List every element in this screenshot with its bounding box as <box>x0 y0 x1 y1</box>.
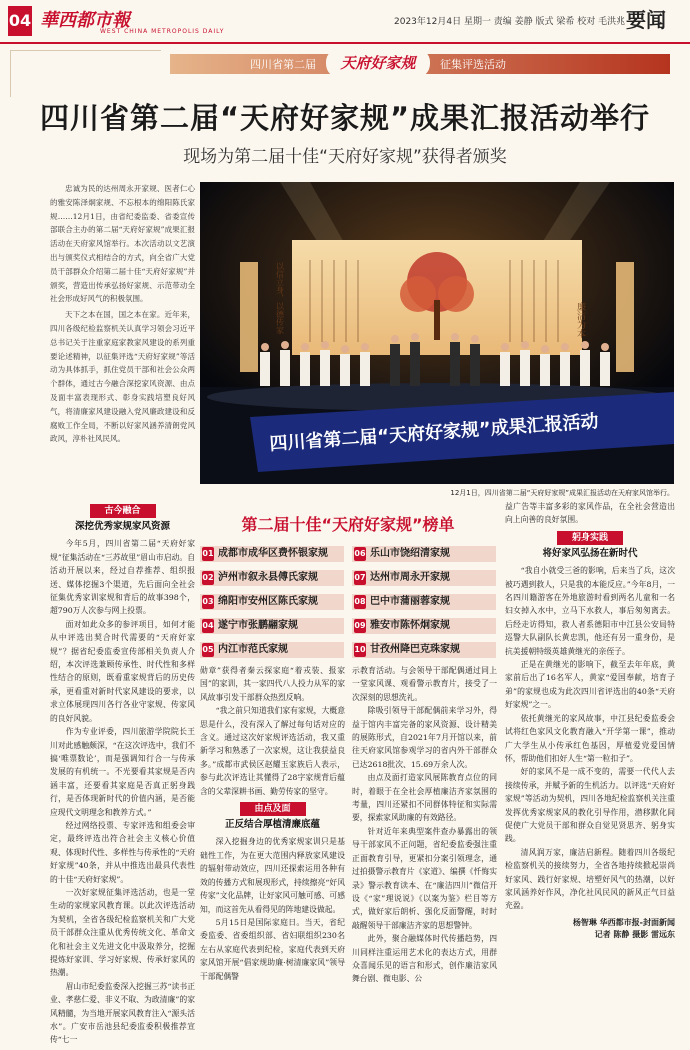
header-rule <box>0 42 690 44</box>
ranking-list <box>200 546 496 658</box>
section-subhead: 正反结合厚植清廉底蕴 <box>224 819 320 831</box>
section-label: 要闻 <box>626 8 666 32</box>
paragraph: 眉山市纪委监委深入挖掘三苏“读书正业、孝慈仁爱、非义不取、为政清廉”的家风精髓，为当地开展家风教育注入“源头活水”。广安市岳池县纪委监委积极推荐宣传“七一 <box>50 981 195 1045</box>
ranking-number: 04 <box>202 619 214 633</box>
section-tag: 由点及面 <box>240 802 306 816</box>
paragraph: 勋章”获得者秦云探家庭“着戎装、报家国”的家训，其一家四代八人投力从军的家风故事引发干部群众热烈反响。 <box>200 666 345 702</box>
ranking-number: 03 <box>202 595 214 609</box>
ranking-item-label: 巴中市蒲丽蓉家规 <box>370 596 450 607</box>
ranking-item <box>200 546 344 562</box>
ranking-number: 09 <box>354 619 366 633</box>
headline: 四川省第二届“天府好家规”成果汇报活动举行 <box>39 101 651 135</box>
ranking-number: 02 <box>202 571 214 585</box>
subheadline: 现场为第二届十佳“天府好家规”获得者颁奖 <box>183 147 507 167</box>
intro-paragraph: 忠诚为民的达州周永开家规、医者仁心的雅安陈泽炯家规、不忘根本的绵阳陈氏家规……12月1日，由省纪委监委、省委宣传部联合主办的第二届“天府好家规”成果汇报活动在天府家风馆举行。本次活动以文艺演出与颁奖仪式相结合的方式，向全省广大党员干部群众介绍第二届十佳“天府好家规”并颁奖，营造出传承弘扬好家规、示范带动全社会形成好风气的积极氛围。 <box>50 184 195 304</box>
ranking-item-label: 遂宁市张鹏翮家规 <box>218 620 298 631</box>
paragraph: 正是在黄继光的影响下，截至去年年底，黄家前后出了16名军人，黄家“爱国奉献，培育子弟”的家规也成为此次四川省评选出的40条“天府好家规”之一。 <box>505 660 675 710</box>
paragraph: 深入挖掘身边的优秀家规家训只是基础性工作，为在更大范围内释放家风建设的辐射带动效应，四川还探索运用各种有效的传播方式和展现形式，持续擦亮“好风传家”文化品牌，让好家风可触可感、可感知，而这首先从看得见的阵地建设做起。 <box>200 837 345 914</box>
ranking-item <box>200 570 344 586</box>
ranking-number: 01 <box>202 547 214 561</box>
paragraph: 今年5月，四川省第二届“天府好家规”征集活动在“三苏故里”眉山市启动。自活动开展以来，经过自荐推荐、组织报送、媒体挖掘3个渠道，先后面向全社会征集优秀家训家规和背后的故事398个，超790万人次参与网上投票。 <box>50 539 195 616</box>
paragraph: 清风润万家，廉洁启新程。随着四川各级纪检监察机关的接续努力，全省各地持续掀起崇尚好家风、践行好家规、培塑好风气的热潮，以好家风涵养好作风，净化社风民风的新风正气日益充盈。 <box>505 847 675 911</box>
issue-meta: 2023年12月4日 星期一 责编 姜静 版式 梁希 校对 毛洪兆 <box>394 17 626 27</box>
ranking-item-label: 内江市范氏家规 <box>218 644 288 655</box>
section-tag: 古今融合 <box>90 504 156 518</box>
event-photo <box>200 182 674 484</box>
byline-author: 杨智琳 华西都市报-封面新闻 <box>572 917 675 927</box>
section-tag: 躬身实践 <box>557 531 623 545</box>
paragraph: 好的家风不是一成不变的，需要一代代人去接续传承，并赋予新的生机活力。以评选“天府好家规”等活动为契机，四川各地纪检监察机关注重发挥优秀家规家风的教化引导作用，潜移默化间促使广大党员干部和群众自觉见贤思齐、躬身实践。 <box>505 767 675 844</box>
column-b <box>200 664 345 983</box>
paragraph: “我之前只知道我们家有家规，大概意思是什么，没有深入了解过每句话对应的含义。通过这次好家规评选活动，我又重新学习和熟悉了一次家规，这让我获益良多。”成都市武侯区赵耀玉家族后人表示，参与此次评选让其懂得了28字家规背后蕴含的父辈深耕书画、勤劳传家的坚守。 <box>200 706 345 796</box>
ranking-item <box>352 618 496 634</box>
paragraph: 由点及面打造家风展陈教育点位的同时，着眼于在全社会厚植廉洁齐家氛围的考量，四川还紧扣不同群体特征和实际需要，探索家风助廉的有效路径。 <box>352 773 497 823</box>
ranking-item-label: 甘孜州降巴克珠家规 <box>370 644 460 655</box>
ranking-item <box>352 642 496 658</box>
ranking-title: 第二届十佳“天府好家规”榜单 <box>241 515 455 534</box>
paragraph: 除吸引领导干部配偶前来学习外，得益于馆内丰富完备的家风资源、设计精美的展陈形式，自2021年7月开馆以来，前往天府家风馆参观学习的省内外干部群众已达2618批次、15.69万余人次。 <box>352 706 497 769</box>
ranking-item <box>200 618 344 634</box>
ranking-number: 10 <box>354 643 366 657</box>
paragraph: 益广告等丰富多彩的家风作品，在全社会营造出向上向善的良好氛围。 <box>505 502 675 525</box>
ranking-item-label: 绵阳市安州区陈氏家规 <box>218 596 318 607</box>
newspaper-logo: 華西都市報 <box>40 10 130 31</box>
byline <box>505 917 675 941</box>
ranking-item <box>352 570 496 586</box>
paragraph: 5月15日是国际家庭日。当天，省纪委监委、省委组织部、省妇联组织230名左右从家庭代表到纪检，家庭代表到天府家风馆开展“倡家规助廉·树清廉家风”领导干部配偶警 <box>200 917 345 981</box>
ranking-item-label: 泸州市叙永县傅氏家规 <box>218 572 318 583</box>
paragraph: 依托黄继光的家风故事，中江县纪委监委会试将红色家风文化教育融入“开学第一课”，推动广大学生从小传承红色基因，厚植爱党爱国情怀，帮助他们扣好人生“第一粒扣子”。 <box>505 713 675 763</box>
section-subhead: 深挖优秀家规家风资源 <box>74 521 170 532</box>
intro-text <box>50 182 195 448</box>
ranking-item <box>352 546 496 562</box>
ranking-number: 06 <box>354 547 366 561</box>
byline-photo: 记者 陈静 摄影 雷远东 <box>594 929 675 939</box>
topic-banner-right: 征集评选活动 <box>440 58 506 71</box>
ranking-item-label: 成都市成华区费怀银家规 <box>218 548 328 559</box>
newspaper-logo-en: WEST CHINA METROPOLIS DAILY <box>100 28 225 35</box>
activity-banner-text: 四川省第二届“天府好家规”成果汇报活动 <box>268 411 600 455</box>
stage-illustration <box>200 182 674 484</box>
ranking-item-label: 雅安市陈怀炯家规 <box>370 620 450 631</box>
topic-banner-brand: 天府好家规 <box>326 48 430 78</box>
ranking-number: 08 <box>354 595 366 609</box>
decoration-frame <box>10 50 161 97</box>
screen-text: 以信立身，以德传家 <box>275 262 285 334</box>
ranking-number: 07 <box>354 571 366 585</box>
paragraph: 面对如此众多的参评项目，如何才能从中评选出契合时代需要的“天府好家规”？据省纪委监委宣传部相关负责人介绍，本次评选兼顾传承性、时代性和多样性结合的原则，既看重家规背后的历史传承，更看重对新时代家风建设的要求，以求立体展现四川各行各业守家规、传家风的良好风貌。 <box>50 619 195 723</box>
column-c <box>352 664 497 986</box>
paragraph: 针对近年来典型案件查办暴露出的领导干部家风不正问题，省纪委监委强注重正面教育引导，更紧扣分案引领理念，通过拍摄警示教育片《家道》、编撰《忏悔实录》警示教育读本、在“廉洁四川”微信开设《“家”理说说》《以案为鉴》栏目等方式，做好家后朗析、强化反面警醒，时时敲醒领导干部廉洁齐家的思想警钟。 <box>352 826 497 930</box>
ranking-item <box>200 594 344 610</box>
ranking-item <box>352 594 496 610</box>
column-d <box>505 500 675 941</box>
paragraph: 经过网络投票、专家评选和组委会审定，最终评选出符合社会主义核心价值观、体现时代性、多样性与传承性的“天府好家规”40条，并从中推选出最具代表性的十佳“天府好家规”。 <box>50 820 195 884</box>
photo-caption: 12月1日，四川省第二届“天府好家规”成果汇报活动在天府家风馆举行。 <box>450 489 674 497</box>
paragraph: “我自小就受三爸的影响，后来当了兵，这次被巧遇到救人，只是我的本能反应。”今年8月，一名四川籍游客在外地旅游时看到两名儿童和一名妇女掉入水中，立马下水救人，事后匆匆离去。后经走访得知，救人者系德阳市中江县公安局特巡警大队副队长黄忠凯，他还有另一重身份，是抗美援朝特级英雄黄继光的亲侄子。 <box>505 566 675 656</box>
ranking-item-label: 乐山市饶绍清家规 <box>370 548 450 559</box>
topic-banner-left: 四川省第二届 <box>250 58 316 71</box>
ranking-item-label: 达州市周永开家规 <box>370 572 450 583</box>
ranking-item <box>200 642 344 658</box>
intro-paragraph: 天下之本在国，国之本在家。近年来，四川各级纪检监察机关认真学习领会习近平总书记关于注重家庭家教家风建设的系列重要论述精神，以征集评选“天府好家规”等活动为具体抓手，抓住党员干部和社会公众两个群体，通过古今融合深挖家风资源、由点及面丰富表现形式、彰身实践培塑良好风气，将清廉家风建设融入党风廉政建设和反腐败工作全局，不断以好家风涵养清朗党风政风，淳朴社风民风。 <box>50 310 195 444</box>
column-a <box>50 500 195 1047</box>
paragraph: 一次好家规征集评选活动，也是一堂生动的家规家风教育课。以此次评选活动为契机，全省各级纪检监察机关和广大党员干部群众注重从优秀传统文化、革命文化和社会主义先进文化中汲取养分，挖掘提炼好家训、学习好家规、传承好家风的热潮。 <box>50 887 195 978</box>
ranking-number: 05 <box>202 643 214 657</box>
screen-text: 廉洁为本 <box>575 302 585 338</box>
page-number: 04 <box>8 6 32 36</box>
paragraph: 示教育活动。与会领导干部配偶通过同上一堂家风课、观看警示教育片，接受了一次深刻的思想洗礼。 <box>352 666 497 702</box>
section-subhead: 将好家风弘扬在新时代 <box>542 547 638 559</box>
paragraph: 此外，聚合融媒体时代传播趋势，四川同样注重运用艺术化的表达方式，用群众喜闻乐见的语言和形式，创作廉洁家风舞台剧、微电影、公 <box>352 934 497 984</box>
paragraph: 作为专业评委，四川旅游学院院长王川对此感触颇深，“在这次评选中，我们不搞‘唯票数论’，而是强调知行合一与传承发展的有机统一。不光要看其家规是否内涵丰富，还要看其家庭是否真正躬身践行，是否体现新时代的价值内涵，是否能应现代文明理念和教养方式。” <box>50 727 195 817</box>
